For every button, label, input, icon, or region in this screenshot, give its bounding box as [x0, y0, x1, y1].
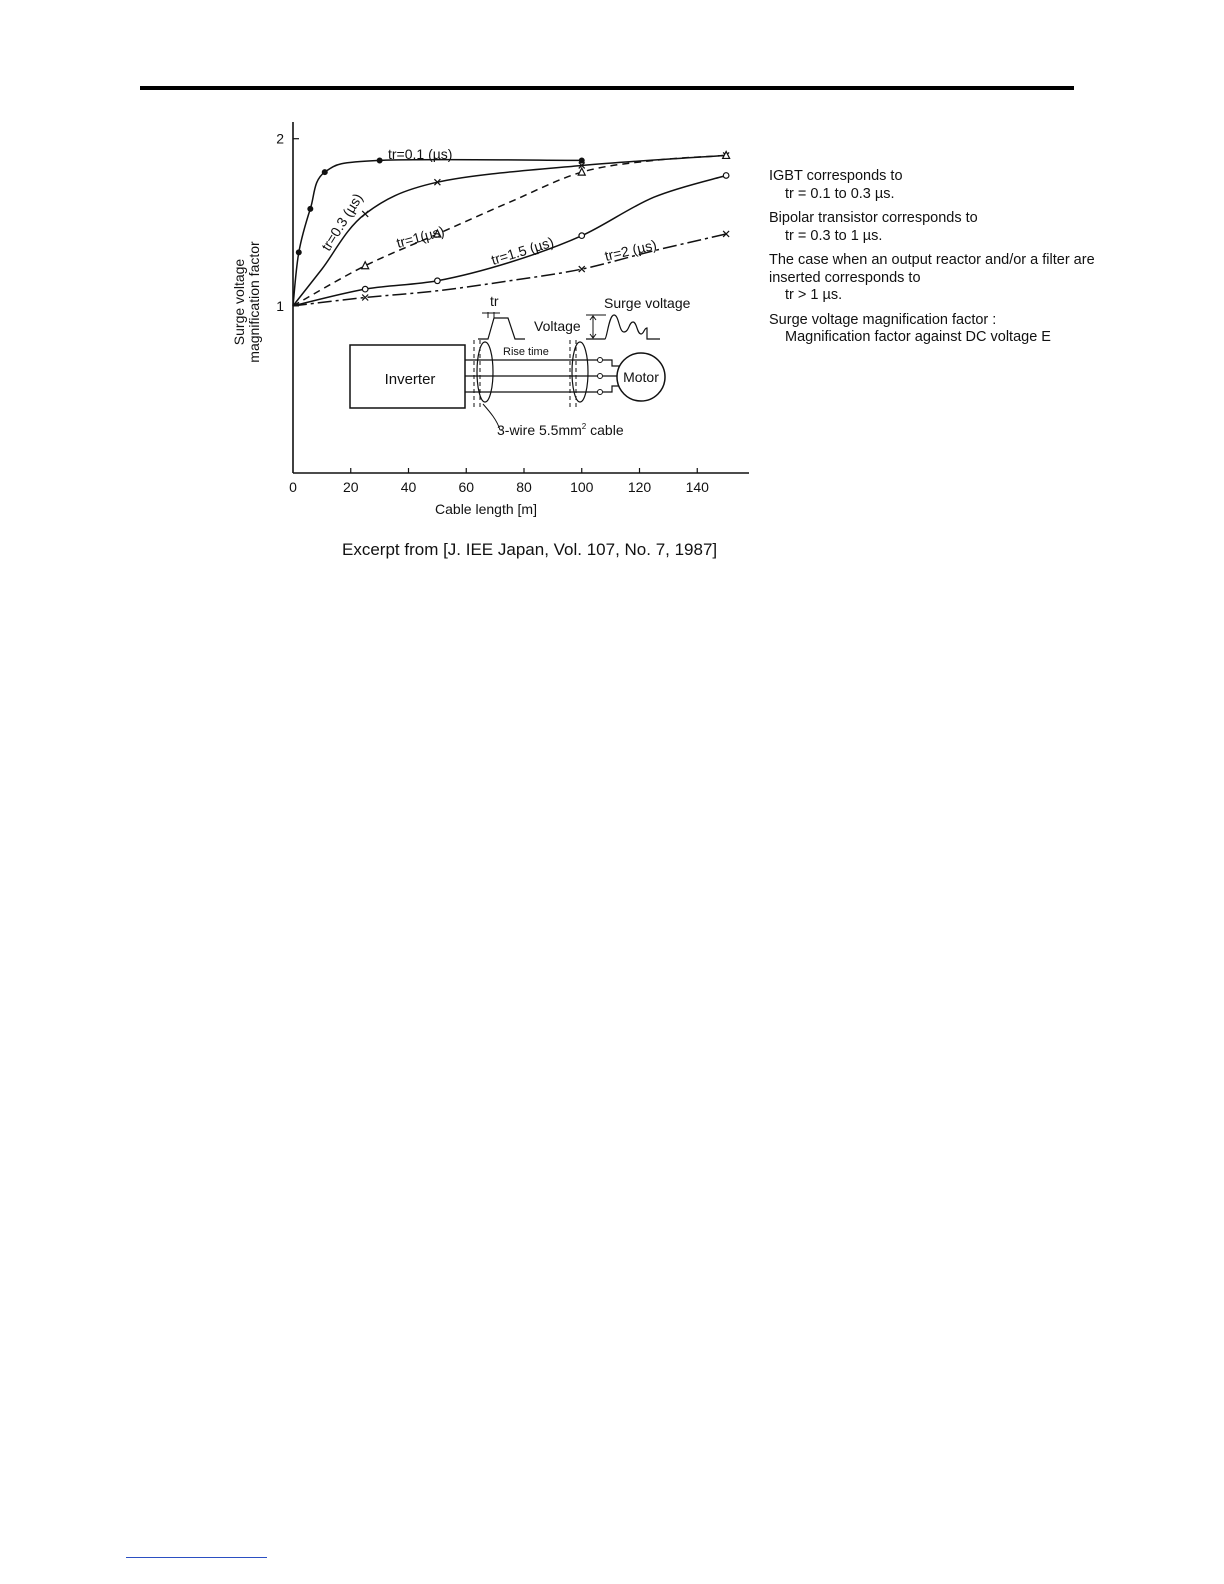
x-tick-label: 100: [570, 479, 594, 495]
series-marker-dot: [307, 206, 313, 212]
y-tick-label: 1: [276, 297, 284, 314]
series-label-1: tr=0.3 (µs): [317, 190, 366, 254]
y-axis-label-line: magnification factor: [246, 241, 262, 363]
rise-time-label: Rise time: [503, 346, 549, 358]
rise-pulse-icon: [478, 318, 525, 339]
x-tick-label: 20: [342, 479, 359, 495]
series-label-0: tr=0.1 (µs): [388, 146, 453, 162]
cable-label: 3-wire $5.5mm^2$ cable: [497, 422, 624, 438]
series-marker-triangle: [578, 168, 585, 175]
note-detail: tr = 0.1 to 0.3 µs.: [785, 185, 895, 202]
inverter-label: Inverter: [384, 371, 436, 388]
footer-rule: [126, 1557, 267, 1558]
series-label-3: tr=1.5 (µs): [489, 233, 556, 268]
x-tick-label: 60: [458, 479, 475, 495]
y-axis-label-line: Surge voltage: [231, 258, 247, 346]
tr-label: tr: [490, 293, 499, 309]
chart-labels: [318, 146, 658, 268]
x-tick-label: 40: [400, 479, 417, 495]
series-marker-x: [362, 211, 368, 217]
note-title: The case when an output reactor and/or a filter are inserted corresponds to: [769, 252, 1095, 286]
note-title: Surge voltage magnification factor :: [769, 311, 997, 328]
series-label-2: tr=1(µs): [394, 222, 447, 251]
terminal-2: [598, 374, 603, 379]
terminal-3: [598, 390, 603, 395]
surge-voltage-label: Surge voltage: [604, 295, 691, 311]
surge-waveform-icon: [586, 315, 660, 339]
series-marker-circle: [435, 278, 441, 284]
notes-panel: [769, 168, 1099, 347]
cable-bundle-far: [572, 342, 588, 402]
series-line-2: [293, 155, 726, 306]
series-marker-dot: [377, 157, 383, 163]
chart-series: [293, 151, 730, 305]
note-title: Bipolar transistor corresponds to: [769, 210, 978, 226]
series-marker-circle: [723, 173, 729, 179]
y-tick-label: 2: [276, 130, 284, 147]
series-marker-circle: [362, 286, 368, 292]
series-marker-dot: [322, 169, 328, 175]
note-detail: tr = 0.3 to 1 µs.: [785, 227, 883, 244]
note-detail: tr > 1 µs.: [785, 287, 843, 303]
y-axis-label: [231, 241, 262, 363]
chart-axes: [231, 122, 749, 517]
chart-caption: Excerpt from [J. IEE Japan, Vol. 107, No. 7, 1987]: [342, 540, 718, 559]
x-tick-label: 80: [516, 479, 532, 495]
series-marker-circle: [579, 233, 585, 239]
series-line-1: [293, 155, 726, 306]
x-axis-label: Cable length [m]: [435, 501, 537, 517]
terminal-1: [598, 358, 603, 363]
x-tick-label: 120: [627, 479, 652, 495]
cable-bundle-near: [477, 342, 493, 402]
x-tick-label: 140: [685, 479, 709, 495]
voltage-label: Voltage: [534, 318, 581, 334]
note-title: IGBT corresponds to: [769, 168, 903, 184]
series-label-4: tr=2 (µs): [603, 236, 659, 264]
series-marker-dot: [296, 249, 302, 255]
wiring-diagram: [350, 293, 691, 438]
motor-label: Motor: [623, 369, 659, 385]
note-detail: Magnification factor against DC voltage E: [785, 329, 1051, 345]
x-tick-label: 0: [289, 479, 297, 495]
